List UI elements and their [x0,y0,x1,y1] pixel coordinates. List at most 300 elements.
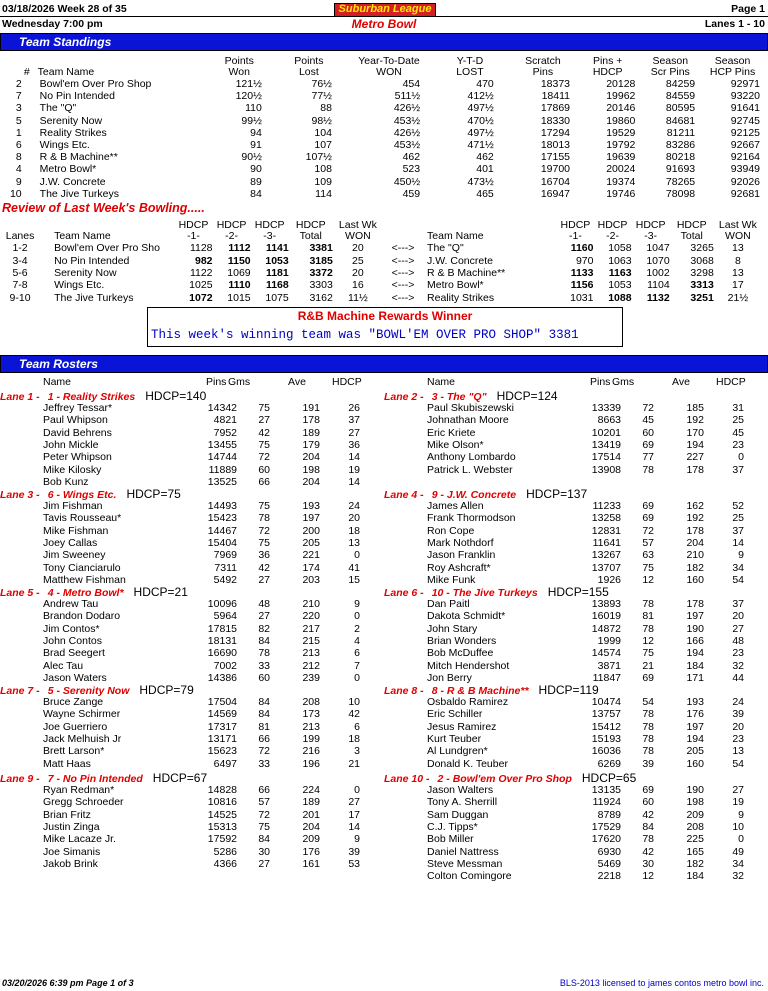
standings-cell: 471½ [467,139,494,152]
player-stat: 11233 [592,500,621,512]
player-stat: 15412 [591,720,621,733]
roster-team-title [384,683,599,697]
review-won: 13 [732,242,744,255]
player-stat: 213 [302,720,320,733]
player-stat: 189 [302,796,320,809]
player-stat: 27 [258,610,270,623]
roster-team-hdcp: HDCP=79 [139,683,194,697]
standings-cell: 453½ [393,139,421,152]
standings-cell: 18411 [541,90,571,103]
roster-team-name: 8 - R & B Machine** [431,685,529,697]
standings-cell: 89 [250,175,262,188]
standings-cell: 81211 [666,126,696,139]
player-stat: 200 [302,524,320,537]
player-stat: 15193 [591,732,621,745]
player-stat: 27 [348,796,360,809]
player-name: Kurt Teuber [427,732,482,745]
player-stat: 25 [732,512,744,525]
player-stat: 78 [642,463,654,476]
player-name: Matthew Fishman [43,573,126,586]
player-stat: 23 [732,647,744,660]
player-stat: 14 [732,536,744,549]
review-game: 1053 [265,254,289,267]
review-col-header: Team Name [427,230,484,242]
player-name: Bob Kunz [43,475,89,488]
player-stat: 78 [642,598,654,610]
player-stat: 81 [258,720,270,733]
player-stat: 13455 [207,438,237,451]
roster-team-title [0,771,207,785]
player-stat: 13339 [591,402,621,414]
player-stat: 15313 [207,820,237,833]
player-stat: 48 [732,634,744,647]
player-stat: 0 [738,451,744,464]
player-stat: 13757 [591,708,621,721]
player-stat: 77 [642,451,654,464]
standings-cell: 19962 [606,90,636,103]
player-stat: 4 [354,634,360,647]
player-name: Brad Seegert [43,647,105,660]
player-name: Matt Haas [43,757,91,770]
standings-header-row [0,54,762,78]
roster-col-header: Gms [228,376,251,388]
player-stat: 0 [354,784,360,796]
review-game: 1088 [608,291,632,304]
player-stat: 2 [354,622,360,635]
rosters-section-bar: Team Rosters [0,355,768,373]
player-stat: 13258 [591,512,621,525]
player-stat: 9 [354,598,360,610]
player-stat: 72 [642,402,654,414]
player-stat: 198 [686,796,704,809]
roster-col-header: Name [43,376,72,388]
player-stat: 6 [354,720,360,733]
player-stat: 78 [258,647,270,660]
player-stat: 3871 [597,659,621,672]
player-stat: 0 [354,610,360,623]
standings-cell: 76½ [311,78,332,91]
review-lanes: 5-6 [12,266,28,279]
rewards-title: R&B Machine Rewards Winner [297,309,473,323]
roster-lane-label: Lane 4 - [384,489,424,501]
review-game: 1069 [227,266,251,279]
standings-cell: 470 [476,78,494,91]
review-row [0,267,762,279]
player-stat: 81 [642,610,654,623]
standings-cell: 7 [15,90,22,103]
player-stat: 162 [686,500,704,512]
player-stat: 10 [348,696,360,708]
review-lanes: 1-2 [12,242,28,255]
player-stat: 204 [686,536,704,549]
player-stat: 182 [686,857,704,870]
standings-col-header: Year-To-Date WON [358,55,420,78]
player-name: Anthony Lombardo [427,451,516,464]
standings-cell: 19792 [606,139,636,152]
roster-team-title [384,771,636,785]
standings-cell: 90½ [241,151,262,164]
standings-cell: 114 [315,187,332,200]
player-stat: 221 [302,549,320,562]
standings-cell: 120½ [235,90,262,103]
player-name: Joe Guerriero [43,720,108,733]
roster-team-name: 3 - The "Q" [431,391,487,403]
player-stat: 14574 [591,647,621,660]
player-name: Al Lundgren* [427,745,488,758]
standings-cell: 17294 [540,126,571,139]
review-game: 1110 [228,279,251,292]
review-team-right: Metro Bowl* [427,279,484,292]
center-name: Metro Bowl [351,17,417,31]
player-stat: 7311 [214,561,237,574]
player-stat: 66 [258,732,270,745]
player-stat: 69 [642,784,654,796]
player-stat: 190 [686,784,704,796]
standings-cell: 426½ [393,126,421,139]
player-name: Jim Contos* [43,622,100,635]
standings-cell: 1 [15,126,22,139]
player-stat: 75 [642,561,654,574]
standings-cell: 8 [15,151,22,164]
roster-lane-label: Lane 5 - [0,587,40,599]
standings-cell: 9 [15,175,22,188]
footer-license: BLS-2013 licensed to james contos metro bowl inc. [559,978,764,988]
player-name: Tavis Rousseau* [43,512,122,525]
standings-cell: 83286 [665,139,696,152]
review-team-right: The "Q" [427,242,464,255]
player-stat: 69 [642,500,654,512]
roster-col-header: Pins [590,376,611,388]
player-stat: 27 [258,573,270,586]
player-stat: 176 [302,845,320,858]
player-name: Brandon Dodaro [43,610,121,623]
player-stat: 42 [348,708,360,721]
player-name: Sam Duggan [427,808,489,821]
player-stat: 185 [686,402,704,414]
player-stat: 31 [732,402,744,414]
review-vs: <---> [391,291,415,304]
date-week: 03/18/2026 Week 28 of 35 [2,3,127,15]
player-stat: 19 [348,463,360,476]
player-name: Paul Whipson [43,414,108,427]
roster-lane-label: Lane 1 - [0,391,40,403]
standings-team-name: J.W. Concrete [39,175,106,188]
review-col-header: Team Name [54,230,111,242]
player-name: Justin Zinga [43,820,100,833]
standings-col-header: Y-T-D LOST [456,55,484,78]
player-stat: 197 [302,512,320,525]
player-name: Mike Olson* [427,438,484,451]
player-stat: 13 [348,536,360,549]
standings-cell: 92125 [730,126,760,139]
standings-team-name: The "Q" [39,102,77,115]
player-stat: 66 [258,784,270,796]
player-stat: 8789 [597,808,621,821]
player-stat: 2218 [597,870,621,883]
player-stat: 197 [686,610,704,623]
review-game: 1163 [608,266,632,279]
standings-cell: 93220 [730,90,760,103]
player-stat: 176 [686,708,704,721]
standings-cell: 107½ [305,151,332,164]
standings-team-name: R & B Machine** [39,151,118,164]
player-stat: 4366 [213,857,237,870]
roster-team-name: 5 - Serenity Now [47,685,130,697]
standings-cell: 16704 [540,175,571,188]
standings-col-header: Points Lost [294,55,324,78]
player-stat: 37 [732,598,744,610]
roster-team-title [0,487,181,501]
review-col-header: Last Wk WON [338,219,377,242]
player-name: Joe Simanis [43,845,101,858]
player-stat: 5469 [597,857,621,870]
review-won: 11½ [348,291,368,304]
standings-cell: 20024 [606,163,636,176]
review-game: 1063 [608,254,632,267]
player-name: C.J. Tipps* [427,820,478,833]
standings-cell: 84259 [665,78,696,91]
player-stat: 21 [348,757,360,770]
roster-col-header: HDCP [716,376,746,388]
player-stat: 45 [732,426,744,439]
review-team-right: R & B Machine** [427,266,506,279]
standings-team-name: No Pin Intended [39,90,115,103]
player-stat: 224 [302,784,320,796]
review-col-header: HDCP -2- [216,219,247,242]
player-stat: 194 [686,732,704,745]
review-total: 3303 [309,279,333,292]
player-name: Johnathan Moore [427,414,509,427]
player-stat: 24 [732,696,744,708]
standings-row [0,176,762,188]
standings-cell: 18013 [540,139,571,152]
player-stat: 5492 [213,573,237,586]
player-name: Jack Melhuish Jr [43,732,122,745]
player-stat: 14467 [207,524,237,537]
player-name: Brian Wonders [427,634,497,647]
review-col-header: Lanes [5,230,35,242]
player-stat: 7969 [213,549,237,562]
player-stat: 212 [302,659,320,672]
player-stat: 14525 [207,808,237,821]
review-total: 3313 [690,279,714,292]
roster-col-header: Name [427,376,456,388]
standings-cell: 92667 [730,139,760,152]
player-stat: 20 [348,512,360,525]
roster-lane-label: Lane 8 - [384,685,424,697]
standings-cell: 16947 [540,187,571,200]
player-name: Andrew Tau [43,598,99,610]
standings-row [0,127,762,139]
player-stat: 14493 [207,500,237,512]
review-won: 16 [352,279,364,292]
player-stat: 78 [642,720,654,733]
player-name: John Contos [43,634,102,647]
review-header-row [0,218,762,242]
player-stat: 27 [348,426,360,439]
player-name: Jason Walters [427,784,494,796]
review-vs: <---> [391,242,415,255]
player-stat: 39 [732,708,744,721]
player-stat: 194 [686,647,704,660]
player-stat: 27 [258,857,270,870]
player-stat: 17 [348,808,360,821]
player-stat: 13 [732,745,744,758]
player-stat: 3 [354,745,360,758]
player-stat: 32 [732,870,744,883]
player-stat: 69 [642,438,654,451]
roster-col-header: Ave [672,376,690,388]
standings-row [0,151,762,163]
player-stat: 189 [302,426,320,439]
standings-row [0,78,762,90]
player-stat: 15404 [207,536,237,549]
player-stat: 16019 [591,610,621,623]
review-game: 1133 [570,266,594,279]
player-stat: 5286 [213,845,237,858]
player-stat: 19 [732,796,744,809]
standings-cell: 19529 [606,126,636,139]
player-stat: 197 [686,720,704,733]
player-stat: 9 [354,833,360,846]
review-col-header: HDCP Total [295,219,326,242]
standings-cell: 453½ [393,114,421,127]
standings-table [0,54,762,200]
roster-team-hdcp: HDCP=75 [126,487,181,501]
roster-col-header: HDCP [332,376,362,388]
player-stat: 239 [302,671,320,684]
player-stat: 14 [348,451,360,464]
player-stat: 75 [258,402,270,414]
player-stat: 5964 [213,610,237,623]
player-stat: 69 [642,512,654,525]
roster-team-title [384,487,587,501]
player-stat: 60 [642,426,654,439]
player-stat: 7 [354,659,360,672]
player-stat: 227 [686,451,704,464]
roster-team-title [0,585,188,599]
player-stat: 192 [686,414,704,427]
player-stat: 208 [302,696,320,708]
player-stat: 42 [258,426,270,439]
review-game: 1128 [189,242,213,255]
standings-cell: 473½ [467,175,494,188]
review-team-right: Reality Strikes [427,291,495,304]
player-name: Peter Whipson [43,451,112,464]
review-total: 3185 [309,254,333,267]
review-team-left: Wings Etc. [54,279,105,292]
standings-cell: 401 [476,163,494,176]
standings-cell: 108 [314,163,332,176]
player-name: Daniel Nattress [427,845,499,858]
player-stat: 13419 [591,438,621,451]
roster-team-name: 6 - Wings Etc. [47,489,117,501]
standings-col-header: Points Won [224,55,254,78]
player-stat: 15 [348,573,360,586]
player-stat: 184 [686,659,704,672]
roster-lane-label: Lane 3 - [0,489,40,501]
player-stat: 13135 [591,784,621,796]
standings-cell: 92745 [730,114,760,127]
player-stat: 215 [302,634,320,647]
player-stat: 10816 [207,796,237,809]
standings-cell: 18330 [540,114,571,127]
player-stat: 204 [302,820,320,833]
review-won: 13 [732,266,744,279]
player-stat: 179 [302,438,320,451]
standings-cell: 98½ [311,114,332,127]
standings-section-bar: Team Standings [0,33,768,51]
player-stat: 6930 [597,845,621,858]
player-stat: 72 [258,808,270,821]
review-won: 21½ [727,291,749,304]
player-stat: 14744 [207,451,237,464]
player-name: David Behrens [43,426,112,439]
player-stat: 194 [686,438,704,451]
player-stat: 24 [348,500,360,512]
player-stat: 11641 [592,536,621,549]
standings-row [0,90,762,102]
review-col-header: HDCP -1- [560,219,591,242]
player-name: John Stary [427,622,478,635]
roster-team-hdcp: HDCP=137 [526,487,588,501]
standings-cell: 3 [15,102,22,115]
standings-cell: 465 [476,187,494,200]
player-name: Alec Tau [43,659,84,672]
standings-team-name: Bowl'em Over Pro Shop [39,78,152,91]
standings-cell: 107 [314,139,332,152]
review-total: 3298 [690,266,714,279]
player-stat: 0 [354,671,360,684]
review-vs: <---> [391,279,415,292]
player-stat: 166 [686,634,704,647]
player-stat: 36 [258,549,270,562]
player-stat: 14828 [207,784,237,796]
review-lanes: 3-4 [12,254,28,267]
roster-team-title [0,389,206,403]
player-name: Eric Kriete [427,426,476,439]
player-stat: 182 [686,561,704,574]
player-stat: 199 [302,732,320,745]
player-name: Jason Waters [43,671,107,684]
standings-cell: 459 [402,187,421,200]
review-game: 1058 [608,242,632,255]
player-stat: 78 [258,512,270,525]
player-stat: 173 [302,708,320,721]
review-team-left: Bowl'em Over Pro Sho [54,242,160,255]
standings-cell: 462 [476,151,494,164]
player-stat: 27 [732,622,744,635]
player-stat: 209 [302,833,320,846]
player-stat: 63 [642,549,654,562]
player-stat: 78 [642,833,654,846]
player-stat: 84 [258,833,270,846]
review-game: 1002 [646,266,670,279]
player-stat: 69 [642,671,654,684]
standings-cell: 90 [250,163,262,176]
standings-cell: 110 [245,102,262,115]
player-stat: 16036 [591,745,621,758]
player-name: Frank Thormodson [427,512,516,525]
roster-team-hdcp: HDCP=119 [538,683,599,697]
roster-team-name: 1 - Reality Strikes [47,391,136,403]
player-stat: 17529 [591,820,621,833]
standings-cell: 19700 [540,163,571,176]
review-table [0,218,762,304]
player-stat: 6 [354,647,360,660]
player-stat: 39 [348,845,360,858]
player-stat: 82 [258,622,270,635]
